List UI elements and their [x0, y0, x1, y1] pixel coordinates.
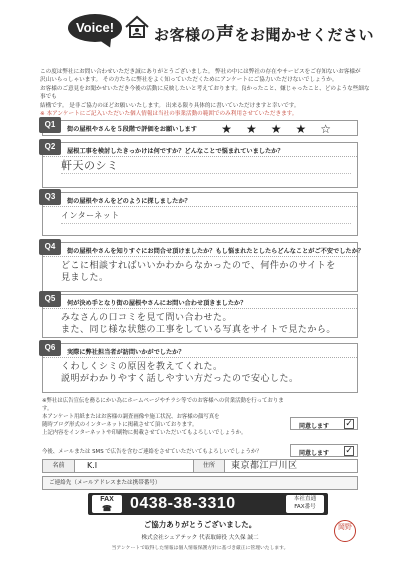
question-text: 街の屋根やさんを５段階で評価をお願いします	[67, 126, 197, 133]
star-filled-icon[interactable]: ★	[270, 122, 296, 136]
house-icon	[124, 14, 150, 40]
question-1	[42, 120, 358, 136]
answer-text[interactable]: 軒天のシミ	[61, 159, 119, 172]
note-line: 随時ブログ形式のインターネットに掲載させて頂いております。	[42, 422, 198, 428]
intro-line: お客様のご意見をお聞かせいただき今後の活動に反映したいと考えております。良かったこと、嫌じゃったこと、どのような些細な事でも	[40, 85, 370, 101]
answer-line: どこに相談すればいいかわからなかったので、何件かのサイトを	[61, 261, 336, 271]
footer	[40, 519, 360, 551]
star-rating[interactable]	[221, 122, 345, 136]
note-line: 上記内容をインターネットや印刷物に掲載させていただいてもよろしいでしょうか。	[42, 430, 247, 436]
consent-label: 同意します	[299, 450, 330, 457]
question-text: 街の屋根やさんをどのように探しましたか？	[67, 198, 191, 205]
seal-stamp: 岡野	[334, 520, 356, 542]
intro-line: 結構です。 是非ご協力のほどお願いいたします。 出来る限り具体的に書いていただけますと幸いです。	[40, 102, 300, 109]
note-line: 本アンケート用紙またはお客様の調査画像や施工状況、お客様の顔写真を	[42, 414, 220, 420]
question-4	[42, 242, 364, 292]
page-title: お客様の声をお聞かせください	[154, 24, 375, 45]
publication-notes	[42, 397, 292, 437]
question-text: 実際に弊社担当者が訪問いかがでしたか？	[67, 349, 185, 356]
question-2	[42, 142, 358, 188]
thanks-text: ご協力ありがとうございました。	[143, 520, 257, 529]
company-name: 株式会社シェアテック 代表取締役 大久保 誠二	[141, 535, 259, 541]
answer-line: 説明がわかりやすく話しやすい方だったので安心した。	[61, 374, 299, 384]
answer-line: 見ました。	[61, 273, 109, 283]
answer-line: みなさんの口コミを見て問い合わせた。	[61, 313, 233, 323]
star-filled-icon[interactable]: ★	[245, 122, 271, 136]
question-3	[42, 192, 358, 236]
answer-text[interactable]	[43, 257, 357, 284]
question-label: Q3	[39, 189, 61, 205]
question-6	[42, 343, 358, 393]
answer-text[interactable]	[43, 309, 357, 336]
sms-consent[interactable]	[290, 444, 358, 457]
fax-banner	[88, 493, 328, 515]
fax-number: 0438-38-3310	[130, 495, 236, 512]
address-field[interactable]: 東京都江戸川区	[231, 461, 298, 471]
name-field[interactable]: K.I	[87, 461, 98, 470]
question-label: Q2	[39, 139, 61, 155]
sms-consent-text: 今後、メールまたは SMS で広告を含むご連絡をさせていただいてもよろしいでしょうか？	[42, 449, 262, 455]
star-empty-icon[interactable]: ☆	[320, 122, 345, 136]
note-line: ※弊社は広告宣伝を務るにかい為にホームページやチラシ等でのお客様への営業活動を行っております。	[42, 398, 284, 412]
question-text: 屋根工事を検討したきっかけは何ですか？どんなことで悩まれていましたか？	[67, 148, 284, 155]
intro-line: 沢山いらっしゃいます。 その方たちに弊社をよく知っていただくためにアンケートにご協力いただけないでしょうか。	[40, 77, 338, 84]
name-address-row	[42, 459, 358, 473]
star-filled-icon[interactable]: ★	[295, 122, 321, 136]
consent-label: 同意します	[299, 423, 330, 430]
question-text: 街の屋根やさんを知りすぐにお問合せ頂けましたか？もし悩まれたとしたらどんなことがご不安でしたか？	[67, 248, 364, 255]
answer-line: くわしくシミの原因を教えてくれた。	[61, 362, 223, 372]
consent-checkbox[interactable]: ✓	[345, 446, 353, 456]
fax-icon: FAX ☎	[92, 495, 122, 513]
consent-checkbox[interactable]: ✓	[345, 419, 353, 429]
contact-field[interactable]: ご連絡先（メールアドレスまたは携帯番号）	[42, 476, 358, 490]
header	[62, 6, 375, 62]
question-5	[42, 294, 358, 338]
answer-text[interactable]: インターネット	[61, 211, 120, 220]
question-label: Q1	[39, 117, 61, 133]
voice-badge: Voice!	[68, 14, 122, 42]
question-label: Q4	[39, 239, 61, 255]
answer-text[interactable]	[43, 358, 357, 385]
disclaimer: 当アンケートで取得した情報は個人情報保護方針に基づき厳正に管理いたします。	[111, 546, 289, 551]
name-label: 名前	[43, 460, 75, 472]
star-filled-icon[interactable]: ★	[221, 122, 246, 136]
privacy-note: ※ 本アンケートにご記入いただいた個人情報は当社の事業活動の範囲でのみ利用させていただきます。	[40, 111, 298, 118]
question-text: 何が決め手となり街の屋根やさんにお問い合わせ頂きましたか？	[67, 300, 247, 307]
publication-consent[interactable]	[290, 417, 358, 430]
fax-label: 本社直通 FAX番号	[286, 495, 324, 513]
address-label: 住所	[193, 460, 225, 472]
question-label: Q5	[39, 291, 61, 307]
intro-line: この度は弊社にお問い合わせいただき誠にありがとうございました。 弊社の中には弊社の存在やサービスをご存知ないお客様が	[40, 69, 361, 75]
intro-text	[40, 68, 370, 118]
answer-line: また、同じ様な状態の工事をしている写真をサイトで見たから。	[61, 325, 336, 335]
question-label: Q6	[39, 340, 61, 356]
